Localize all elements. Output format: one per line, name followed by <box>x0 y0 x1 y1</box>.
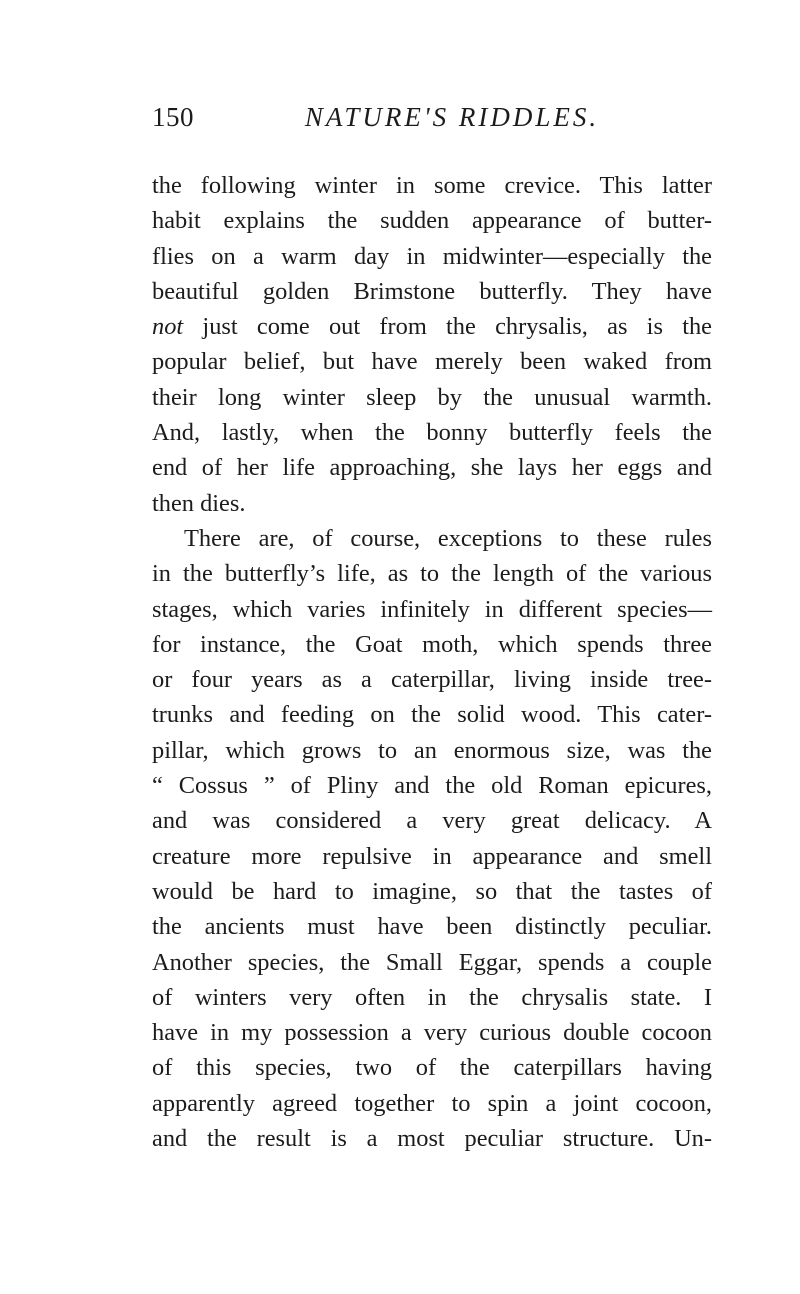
page-number: 150 <box>152 102 194 132</box>
text-line: stages, which varies infinitely in different species— <box>152 595 712 623</box>
text-line: or four years as a caterpillar, living inside tree- <box>152 666 712 694</box>
running-title: NATURE'S RIDDLES. <box>304 102 600 132</box>
text-line: And, lastly, when the bonny butterfly feels the <box>152 419 712 447</box>
text-line: habit explains the sudden appearance of butter- <box>152 207 712 235</box>
text-line: the following winter in some crevice. This latter <box>152 172 712 199</box>
text-line: trunks and feeding on the solid wood. This cater- <box>152 701 712 729</box>
text-line: popular belief, but have merely been waked from <box>152 348 712 376</box>
text-line: in the butterfly’s life, as to the length of the various <box>152 560 712 588</box>
running-header <box>152 102 712 138</box>
text-line: flies on a warm day in midwinter—especially the <box>152 242 712 270</box>
paragraph-end-line: then dies. <box>152 489 246 517</box>
text-line: Another species, the Small Eggar, spends a couple <box>152 948 712 976</box>
text-line: for instance, the Goat moth, which spends three <box>152 630 712 658</box>
text-line <box>152 309 712 344</box>
text-line: creature more repulsive in appearance and smell <box>152 842 712 870</box>
text-line: end of her life approaching, she lays her eggs and <box>152 454 712 482</box>
text-line: pillar, which grows to an enormous size, was the <box>152 736 712 764</box>
text-line: the ancients must have been distinctly peculiar. <box>152 913 712 941</box>
text-line: would be hard to imagine, so that the tastes of <box>152 877 712 905</box>
text-line: beautiful golden Brimstone butterfly. They have <box>152 277 712 305</box>
text-line: and was considered a very great delicacy. A <box>152 807 712 835</box>
body-text <box>152 168 712 1156</box>
text-line: have in my possession a very curious double cocoon <box>152 1019 712 1047</box>
text-segment: just come out from the chrysalis, as is the <box>183 313 712 341</box>
text-line: their long winter sleep by the unusual warmth. <box>152 383 712 411</box>
text-line: of winters very often in the chrysalis state. I <box>152 983 712 1011</box>
paragraph-start-line: There are, of course, exceptions to these rules <box>184 524 712 552</box>
text-line: of this species, two of the caterpillars having <box>152 1054 712 1082</box>
text-line: apparently agreed together to spin a joint cocoon, <box>152 1089 712 1117</box>
emphasized-word: not <box>152 313 184 341</box>
text-line: and the result is a most peculiar structure. Un- <box>152 1125 712 1153</box>
text-line: “ Cossus ” of Pliny and the old Roman epicures, <box>152 772 712 800</box>
